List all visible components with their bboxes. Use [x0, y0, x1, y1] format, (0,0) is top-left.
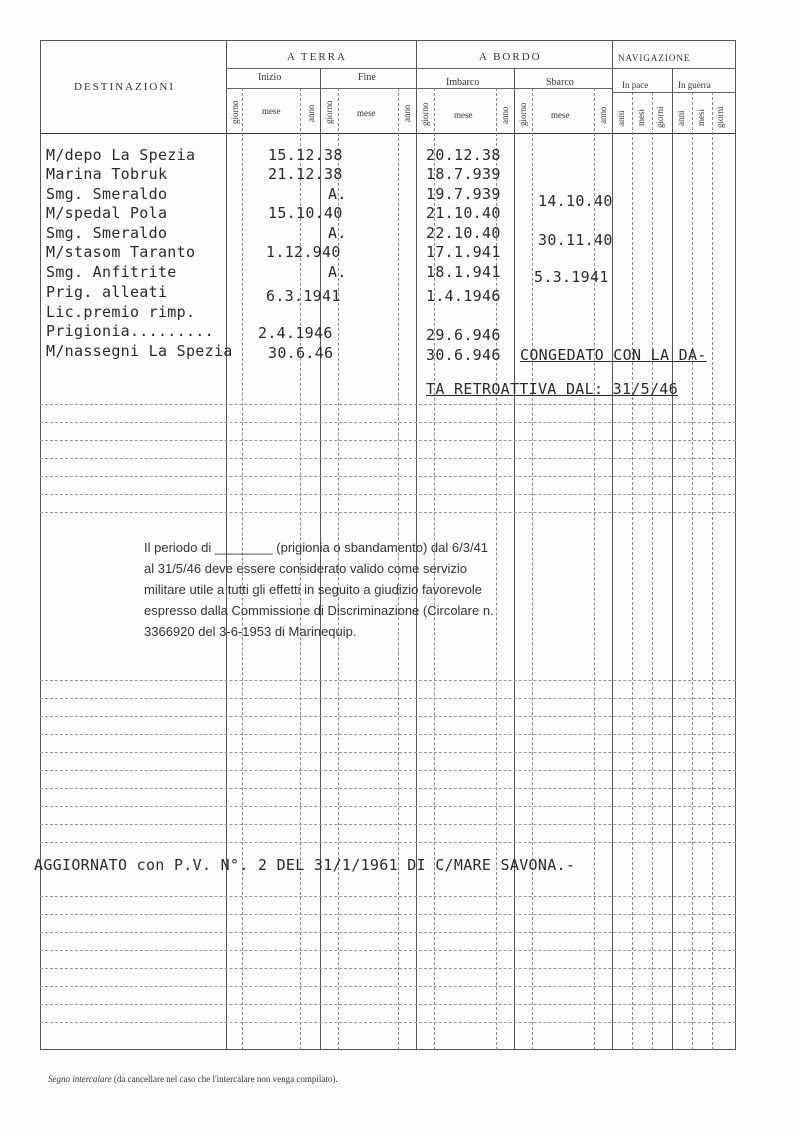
header-destinazioni: DESTINAZIONI	[74, 81, 175, 93]
footer-italic: Segno intercalare	[48, 1074, 112, 1084]
header-line	[226, 68, 736, 69]
destination-cell: M/stasom Taranto	[46, 243, 196, 261]
row-guide	[40, 512, 736, 513]
row-guide	[40, 680, 736, 681]
continuation-line: TA RETROATTIVA DAL: 31/5/46	[426, 380, 678, 398]
col-line	[712, 92, 713, 1050]
update-note: AGGIORNATO con P.V. N°. 2 DEL 31/1/1961 DI C/MARE SAVONA.-	[34, 856, 576, 874]
sbarco-cell: CONGEDATO CON LA DA-	[520, 346, 707, 364]
header-navigazione: NAVIGAZIONE	[618, 53, 691, 63]
footer-text: (da cancellare nel caso che l'intercalare non venga compilato).	[111, 1074, 338, 1084]
imbarco-cell: 21.10.40	[426, 204, 501, 222]
row-guide	[40, 950, 736, 951]
header-giorno: giorno	[230, 100, 240, 124]
header-mese: mese	[262, 106, 281, 116]
row-guide	[40, 1022, 736, 1023]
header-a-bordo: A BORDO	[479, 51, 542, 63]
inizio-cell: 2.4.1946	[258, 324, 333, 342]
header-mese: mese	[357, 108, 376, 118]
header-anni: anni	[676, 110, 686, 126]
header-mese: mese	[454, 110, 473, 120]
sbarco-cell: 14.10.40	[538, 192, 613, 210]
row-guide	[40, 968, 736, 969]
row-guide	[40, 986, 736, 987]
header-line	[226, 88, 612, 89]
stamp-line: espresso dalla Commissione di Discriminazione (Circolare n.	[144, 603, 494, 618]
header-mese: mese	[551, 110, 570, 120]
inizio-cell: 30.6.46	[268, 344, 334, 362]
col-line	[514, 68, 515, 1050]
row-guide	[40, 476, 736, 477]
imbarco-cell: 1.4.1946	[426, 287, 501, 305]
header-anno: anno	[402, 104, 412, 122]
stamp-line: 3366920 del 3-6-1953 di Marinequip.	[144, 624, 357, 639]
fine-cell: A.	[328, 185, 347, 203]
inizio-cell: 1.12.940	[266, 243, 341, 261]
col-line	[632, 92, 633, 1050]
row-guide	[40, 788, 736, 789]
row-guide	[40, 770, 736, 771]
imbarco-cell: 22.10.40	[426, 224, 501, 242]
header-anno: anno	[598, 106, 608, 124]
imbarco-cell: 18.7.939	[426, 165, 501, 183]
destination-cell: M/nassegni La Spezia	[46, 342, 233, 360]
inizio-cell: 21.12.38	[268, 165, 343, 183]
header-anno: anno	[306, 104, 316, 122]
header-anni: anni	[616, 110, 626, 126]
header-mesi: mesi	[636, 109, 646, 126]
destination-cell: Smg. Smeraldo	[46, 224, 168, 242]
row-guide	[40, 716, 736, 717]
header-in-pace: In pace	[622, 80, 649, 90]
header-imbarco: Imbarco	[446, 77, 480, 88]
sbarco-cell: 30.11.40	[538, 231, 613, 249]
destination-cell: Smg. Anfitrite	[46, 263, 177, 281]
footer-note	[48, 1074, 338, 1084]
row-guide	[40, 734, 736, 735]
row-guide	[40, 842, 736, 843]
row-guide	[40, 1004, 736, 1005]
destination-cell: Smg. Smeraldo	[46, 185, 168, 203]
header-sbarco: Sbarco	[546, 77, 574, 88]
inizio-cell: 15.10.40	[268, 204, 343, 222]
row-guide	[40, 896, 736, 897]
col-line	[652, 92, 653, 1050]
destination-cell: Lic.premio rimp.	[46, 303, 196, 321]
header-anno: anno	[500, 106, 510, 124]
imbarco-cell: 20.12.38	[426, 146, 501, 164]
row-guide	[40, 932, 736, 933]
row-guide	[40, 752, 736, 753]
header-giorni: giorni	[655, 106, 665, 128]
header-giorno: giorno	[420, 102, 430, 126]
header-giorni: giorni	[715, 106, 725, 128]
header-inizio: Inizio	[258, 72, 282, 83]
imbarco-cell: 19.7.939	[426, 185, 501, 203]
header-line	[612, 92, 736, 93]
col-line	[692, 92, 693, 1050]
fine-cell: A.	[328, 224, 347, 242]
row-guide	[40, 806, 736, 807]
header-fine: Fine	[358, 72, 376, 83]
row-guide	[40, 458, 736, 459]
col-line	[532, 88, 533, 1050]
destination-cell: M/depo La Spezia	[46, 146, 196, 164]
row-guide	[40, 404, 736, 405]
stamp-line: al 31/5/46 deve essere considerato valido come servizio	[144, 561, 468, 576]
stamp-line: militare utile a tutti gli effetti in seguito a giudizio favorevole	[144, 582, 482, 597]
row-guide	[40, 494, 736, 495]
destination-cell: Prigionia.........	[46, 322, 214, 340]
header-mesi: mesi	[696, 109, 706, 126]
inizio-cell: 6.3.1941	[266, 287, 341, 305]
row-guide	[40, 698, 736, 699]
imbarco-cell: 30.6.946	[426, 346, 501, 364]
header-giorno: giorno	[324, 100, 334, 124]
stamp-line: Il periodo di ________ (prigionia o sbandamento) dal 6/3/41	[144, 540, 489, 555]
header-giorno: giorno	[518, 102, 528, 126]
header-a-terra: A TERRA	[287, 51, 347, 63]
row-guide	[40, 422, 736, 423]
row-guide	[40, 914, 736, 915]
imbarco-cell: 17.1.941	[426, 243, 501, 261]
row-guide	[40, 824, 736, 825]
destination-cell: Prig. alleati	[46, 283, 168, 301]
imbarco-cell: 18.1.941	[426, 263, 501, 281]
fine-cell: A.	[328, 263, 347, 281]
destination-cell: M/spedal Pola	[46, 204, 168, 222]
inizio-cell: 15.12.38	[268, 146, 343, 164]
sbarco-cell: 5.3.1941	[534, 268, 609, 286]
destination-cell: Marina Tobruk	[46, 165, 168, 183]
imbarco-cell: 29.6.946	[426, 326, 501, 344]
header-in-guerra: In guerra	[678, 80, 711, 90]
row-guide	[40, 440, 736, 441]
col-line	[672, 68, 673, 1050]
